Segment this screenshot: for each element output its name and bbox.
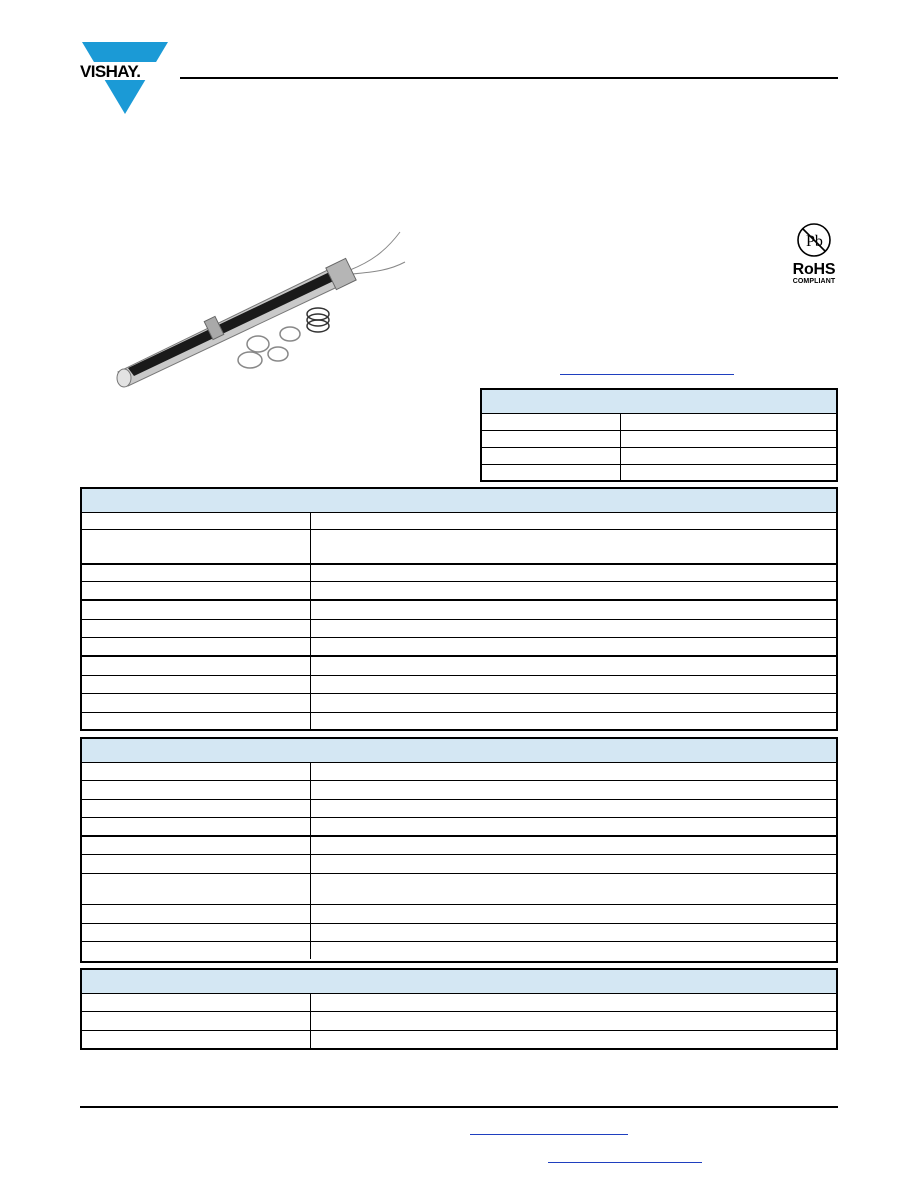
- table-row: [82, 713, 836, 729]
- table-row: [82, 565, 836, 582]
- table-row: [82, 582, 836, 601]
- table-row: [82, 763, 836, 781]
- table-row: [82, 676, 836, 694]
- rohs-badge: [788, 222, 840, 294]
- specifications-table-3: [80, 968, 838, 1050]
- footer-rule: [80, 1106, 838, 1108]
- logo-text: VISHAY.: [80, 62, 141, 81]
- product-image: [100, 222, 420, 392]
- pb-free-icon: [796, 222, 832, 258]
- rohs-subtitle: COMPLIANT: [792, 278, 836, 285]
- specifications-table-1: [80, 487, 838, 731]
- table-row: [82, 924, 836, 942]
- table-row: [82, 855, 836, 874]
- footer-link-1[interactable]: [470, 1134, 628, 1135]
- table-row: [82, 638, 836, 657]
- rohs-title: RoHS: [792, 261, 836, 278]
- table-header: [82, 739, 836, 763]
- table-row: [82, 781, 836, 800]
- quick-reference-table: [480, 388, 838, 482]
- table-row: [82, 800, 836, 818]
- table-row: [82, 694, 836, 713]
- table-row: [82, 601, 836, 620]
- table-row: [82, 837, 836, 855]
- table-header: [482, 390, 836, 414]
- specifications-table-2: [80, 737, 838, 963]
- table-row: [82, 657, 836, 676]
- vishay-logo: [78, 40, 174, 116]
- table-row: [82, 818, 836, 837]
- table-header: [82, 970, 836, 994]
- svg-text:Pb: Pb: [806, 233, 823, 250]
- table-row: [482, 414, 836, 431]
- table-row: [82, 874, 836, 905]
- table-row: [82, 905, 836, 924]
- table-row: [482, 431, 836, 448]
- table-row: [82, 1012, 836, 1031]
- table-row: [82, 942, 836, 959]
- table-row: [482, 465, 836, 480]
- table-row: [482, 448, 836, 465]
- table-row: [82, 530, 836, 565]
- table-row: [82, 994, 836, 1012]
- web-link[interactable]: [560, 374, 734, 375]
- footer-link-2[interactable]: [548, 1162, 702, 1163]
- table-row: [82, 1031, 836, 1048]
- table-row: [82, 620, 836, 638]
- table-row: [82, 513, 836, 530]
- header-rule: [180, 77, 838, 79]
- table-header: [82, 489, 836, 513]
